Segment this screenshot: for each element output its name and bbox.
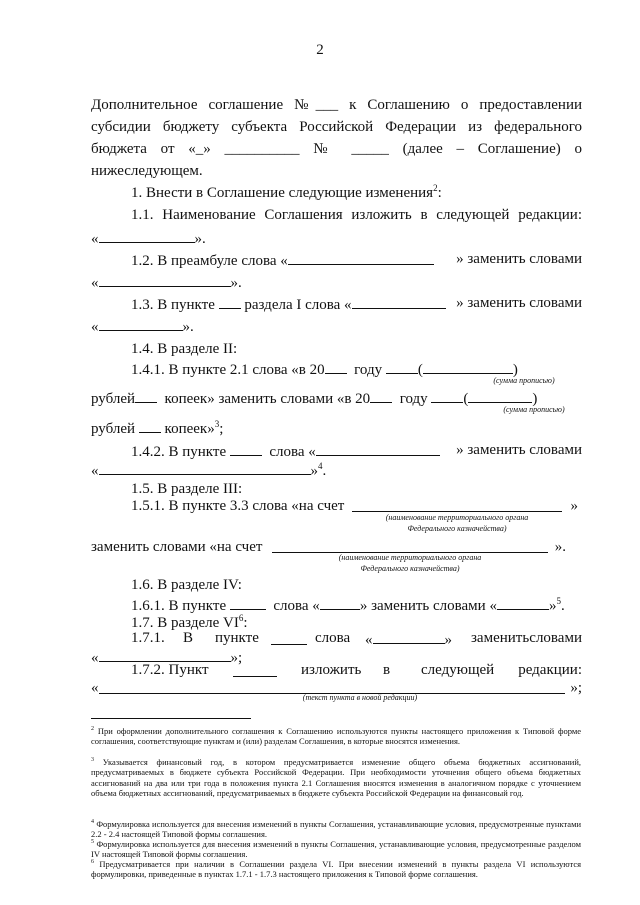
quote-close: ». (182, 319, 194, 335)
item-1-4-heading: 1.4. В разделе II: (131, 341, 238, 357)
item-1-7-1-word-slovami: словами (529, 630, 582, 646)
footnote-number: 6 (91, 859, 94, 866)
intro-line-3: бюджета от «_» __________ № _____ (далее – Соглашение) о (91, 141, 582, 157)
intro-line-1: Дополнительное соглашение №___ к Соглашению о предоставлении (91, 97, 582, 113)
item-1-7-2-word-redaktsii: редакции: (518, 662, 582, 678)
item-1-4-1-text-kopecks: копеек» заменить словами «в 20 (164, 391, 371, 407)
item-1-4-1-text-rubles: рублей (91, 391, 136, 407)
footnote-number: 2 (91, 726, 94, 733)
item-1-1-line-2 (91, 228, 206, 248)
item-1-6-1-text-b: слова « (273, 598, 320, 614)
item-1-7-2-text-a: 1.7.2. Пункт (131, 662, 209, 678)
footnote-6 (91, 859, 581, 880)
blank-field (230, 595, 266, 610)
blank-field (219, 294, 241, 309)
blank-field (352, 294, 446, 309)
item-1-tail: : (437, 185, 442, 201)
item-1-2-text-a: 1.2. В преамбуле слова « (131, 253, 288, 269)
blank-field (233, 662, 277, 677)
quote-open: « (365, 632, 373, 648)
blank-field (352, 510, 562, 512)
blank-field (370, 388, 392, 403)
footnote-2 (91, 726, 581, 747)
blank-field (99, 228, 195, 243)
blank-field (423, 359, 513, 374)
footnote-separator (91, 718, 251, 719)
caption-amount-2: (сумма прописью) (503, 405, 565, 414)
paren-close: ) (532, 391, 538, 407)
item-1-7-1-word-v: В (183, 630, 194, 646)
blank-field (99, 272, 231, 287)
paren-open: ( (417, 362, 423, 378)
item-1-4-1-text-kopecks-2: копеек» (164, 421, 215, 437)
period: . (322, 463, 327, 479)
item-1-7-1-word-slova: слова (315, 630, 351, 646)
item-1-4-2-text-c: » заменить словами (456, 442, 582, 458)
item-1-3-text-c: » заменить словами (456, 295, 582, 311)
footnote-number: 5 (91, 839, 94, 846)
paren-open: ( (463, 391, 469, 407)
quote-close: ». (230, 275, 242, 291)
item-1-7-1-word-punkt: пункте (215, 630, 259, 646)
item-1-6-1-text-c: » заменить словами « (359, 598, 497, 614)
caption-treasury-2-line-1: (наименование территориального органа (338, 553, 482, 562)
blank-field (431, 388, 463, 403)
blank-field (325, 359, 347, 374)
quote-open: « (91, 275, 99, 291)
blank-field (99, 647, 231, 662)
intro-line-2: субсидии бюджету субъекта Российской Федерации из федерального (91, 119, 582, 135)
quote-close: »; (570, 680, 582, 696)
blank-field (468, 388, 532, 403)
quote-open: « (91, 650, 99, 666)
item-1-7-1-word-zamenit: заменить (471, 630, 530, 646)
item-1-1-line-1: 1.1. Наименование Соглашения изложить в следующей редакции: (131, 207, 582, 223)
quote-close: »; (230, 650, 243, 666)
quote-open: « (91, 231, 99, 247)
item-1-7-2-word-sleduyushchey: следующей (421, 662, 495, 678)
blank-field (288, 250, 434, 265)
item-1-5-1-text-a: 1.5.1. В пункте 3.3 слова «на счет (131, 498, 345, 514)
item-1-3-line-1 (131, 294, 582, 314)
item-1-4-2-text-b: слова « (269, 444, 316, 460)
item-1-3-line-2 (91, 316, 194, 336)
item-1-4-1-line-3 (91, 418, 223, 438)
footnote-3 (91, 757, 581, 798)
item-1-2-line-1 (131, 250, 582, 270)
item-1-2-text-b: » заменить словами (456, 251, 582, 267)
quote-open: « (91, 680, 99, 696)
footnote-ref: 2 (433, 183, 438, 193)
blank-field (320, 595, 360, 610)
footnote-text: При оформлении дополнительного соглашения к Соглашению используются пункты настоящего приложения к Типовой форме соглашения, соответствующие пунктам и (или) разделам Соглашения, в которые вносятся изменения. (91, 726, 581, 747)
paren-close: ) (512, 362, 518, 378)
footnote-text: Формулировка используется для внесения изменений в пункты Соглашения, устанавливающие условия, предусмотренные разделом IV настоящей Типовой формы соглашения. (91, 839, 581, 860)
footnote-ref: 5 (556, 596, 561, 606)
quote-close: » (570, 498, 578, 514)
item-1-5-heading: 1.5. В разделе III: (131, 481, 243, 497)
item-1-4-1-text-rubles-2: рублей (91, 421, 136, 437)
item-1-3-text-b: раздела I слова « (244, 297, 352, 313)
quote-open: « (91, 463, 99, 479)
footnote-ref: 4 (318, 461, 323, 471)
item-1-7-1-quoted (365, 629, 452, 649)
item-1-2-line-2 (91, 272, 242, 292)
item-1-4-2-line-1 (131, 441, 582, 461)
caption-treasury-1-line-2: Федерального казначейства) (407, 524, 507, 533)
item-1-6-heading: 1.6. В разделе IV: (131, 577, 242, 593)
colon: : (243, 615, 248, 631)
blank-field (271, 630, 307, 645)
footnote-text: Указывается финансовый год, в котором предусматривается изменение общего объема бюджетных ассигнований, предусматриваемых в бюджете субъекта Российской Федерации. При необходимости уточнения общего объема бюджетных ассигнований на два или три года в положения пункта 2.1 Соглашения вносятся изменения в аналогичном порядке с уточнением объема бюджетных ассигнований, предусматриваемых в бюджете субъекта Российской Федерации на финансовый год. (91, 757, 581, 798)
blank-field (135, 388, 157, 403)
footnote-number: 4 (91, 819, 94, 826)
quote-close: » (548, 598, 557, 614)
quote-close: » (444, 632, 452, 648)
caption-treasury-1-line-1: (наименование территориального органа (385, 513, 529, 522)
item-1-7-1-num: 1.7.1. (131, 630, 165, 646)
blank-field (99, 316, 183, 331)
footnote-5 (91, 839, 581, 860)
footnote-text: Предусматривается при наличии в Соглашении раздела VI. При внесении изменений в пункты раздела VI используются формулировки, приведенные в пунктах 1.7.1 - 1.7.3 настоящего приложения к Типовой форме соглашения. (91, 859, 582, 880)
item-1-3-text-a: 1.3. В пункте (131, 297, 215, 313)
item-1-4-2-text-a: 1.4.2. В пункте (131, 444, 227, 460)
caption-new-text: (текст пункта в новой редакции) (302, 693, 418, 702)
item-1-7-2-word-izlozhit: изложить (301, 662, 362, 678)
item-1-4-1-text-a: 1.4.1. В пункте 2.1 слова «в 20 (131, 362, 325, 378)
intro-line-4: нижеследующем. (91, 163, 203, 179)
item-1-4-1-text-b: году (354, 362, 383, 378)
footnote-ref: 6 (238, 613, 244, 623)
item-1-7-heading-text: 1.7. В разделе VI (131, 615, 239, 631)
caption-treasury-2-line-2: Федерального казначейства) (360, 564, 460, 573)
footnote-ref: 3 (214, 419, 220, 429)
caption-amount-1: (сумма прописью) (493, 376, 555, 385)
footnote-4 (91, 819, 581, 840)
quote-close: ». (194, 231, 206, 247)
item-1-4-1-text-year: году (399, 391, 428, 407)
item-1-6-1 (131, 595, 565, 615)
blank-field (316, 441, 440, 456)
item-1-5-1-text-b: заменить словами «на счет (91, 539, 263, 555)
footnote-text: Формулировка используется для внесения изменений в пункты Соглашения, устанавливающие условия, предусмотренные пунктами 2.2 - 2.4 настоящей Типовой формы соглашения. (91, 819, 582, 840)
item-1 (131, 184, 442, 202)
quote-close: ». (554, 539, 566, 555)
blank-field (99, 460, 311, 475)
item-1-7-2-word-v: в (383, 662, 391, 678)
footnote-number: 3 (91, 757, 94, 764)
period: . (560, 598, 565, 614)
item-1-text: 1. Внести в Соглашение следующие изменения (131, 185, 434, 201)
item-1-4-2-line-2 (91, 460, 326, 480)
semicolon: ; (219, 421, 224, 437)
quote-open: « (91, 319, 99, 335)
blank-field (373, 629, 445, 644)
page-number: 2 (316, 42, 324, 58)
item-1-6-1-text-a: 1.6.1. В пункте (131, 598, 227, 614)
blank-field (139, 418, 161, 433)
blank-field (497, 595, 549, 610)
blank-field (230, 441, 262, 456)
blank-field (386, 359, 418, 374)
quote-close: » (310, 463, 318, 479)
